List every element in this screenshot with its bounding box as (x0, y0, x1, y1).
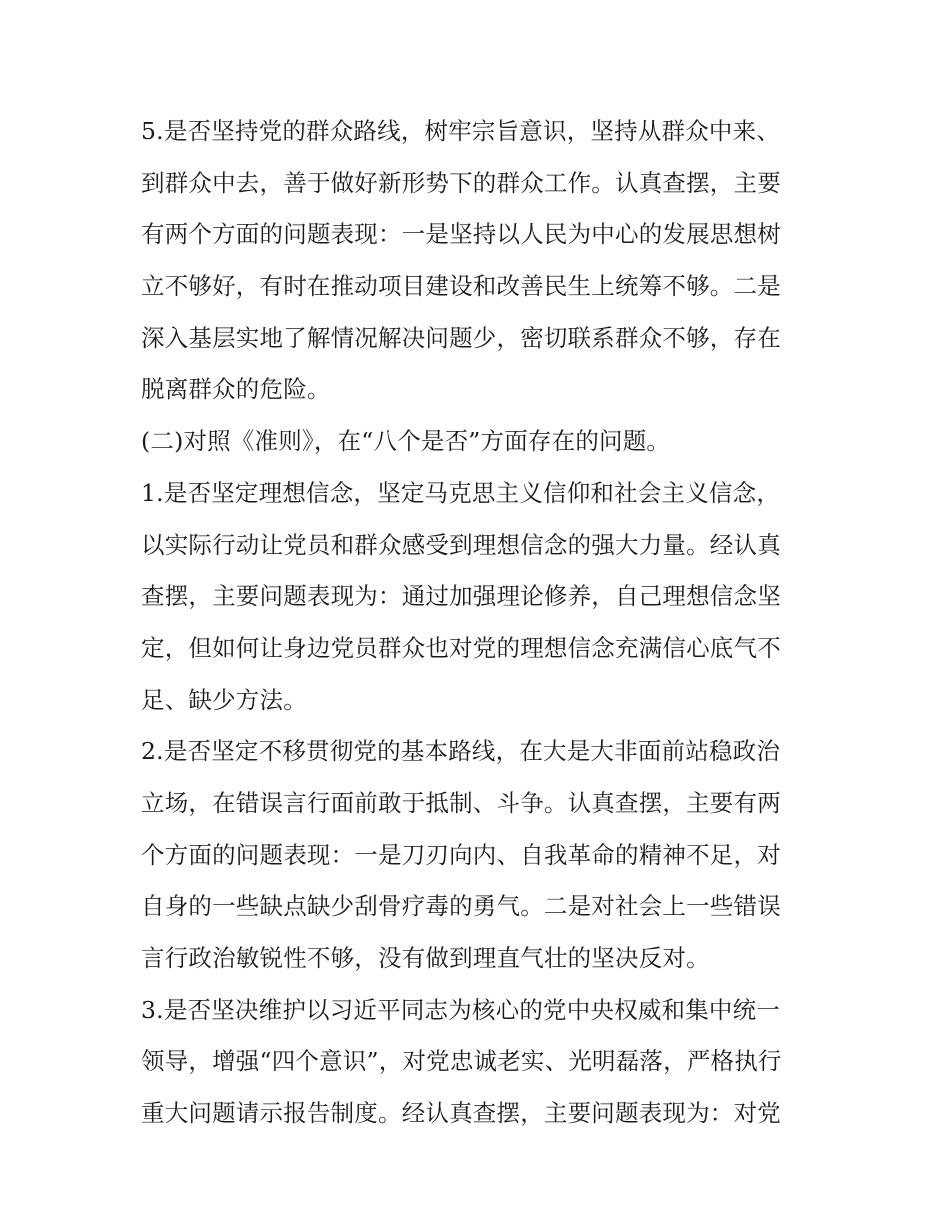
text-line: 到群众中去，善于做好新形势下的群众工作。认真查摆，主要 (141, 168, 781, 197)
text-line: 查摆，主要问题表现为：通过加强理论修养，自己理想信念坚 (141, 582, 781, 611)
text-line: 定，但如何让身边党员群众也对党的理想信念充满信心底气不 (141, 633, 781, 662)
text-line: 深入基层实地了解情况解决问题少，密切联系群众不够，存在 (141, 323, 781, 352)
text-line: 脱离群众的危险。 (141, 375, 331, 404)
text-line: 言行政治敏锐性不够，没有做到理直气壮的坚决反对。 (141, 944, 710, 972)
text-line: 1.是否坚定理想信念，坚定马克思主义信仰和社会主义信念， (141, 478, 781, 507)
text-line: 足、缺少方法。 (141, 685, 307, 714)
text-line: 个方面的问题表现：一是刀刃向内、自我革命的精神不足，对 (141, 840, 781, 869)
section-heading: (二)对照《准则》，在“八个是否”方面存在的问题。 (141, 427, 671, 456)
text-line: 立不够好，有时在推动项目建设和改善民生上统筹不够。二是 (141, 272, 781, 301)
text-line: 自身的一些缺点缺少刮骨疗毒的勇气。二是对社会上一些错误 (141, 892, 781, 921)
text-line: 2.是否坚定不移贯彻党的基本路线，在大是大非面前站稳政治 (141, 737, 781, 766)
text-line: 立场，在错误言行面前敢于抵制、斗争。认真查摆，主要有两 (141, 788, 781, 817)
text-line: 领导，增强“四个意识”，对党忠诚老实、光明磊落，严格执行 (141, 1047, 782, 1076)
text-line: 以实际行动让党员和群众感受到理想信念的强大力量。经认真 (141, 530, 781, 559)
text-line: 3.是否坚决维护以习近平同志为核心的党中央权威和集中统一 (141, 995, 781, 1024)
text-line: 重大问题请示报告制度。经认真查摆，主要问题表现为：对党 (141, 1099, 781, 1128)
text-line: 5.是否坚持党的群众路线，树牢宗旨意识，坚持从群众中来、 (141, 117, 781, 145)
document-body (141, 106, 821, 1140)
text-line: 有两个方面的问题表现：一是坚持以人民为中心的发展思想树 (141, 220, 781, 249)
